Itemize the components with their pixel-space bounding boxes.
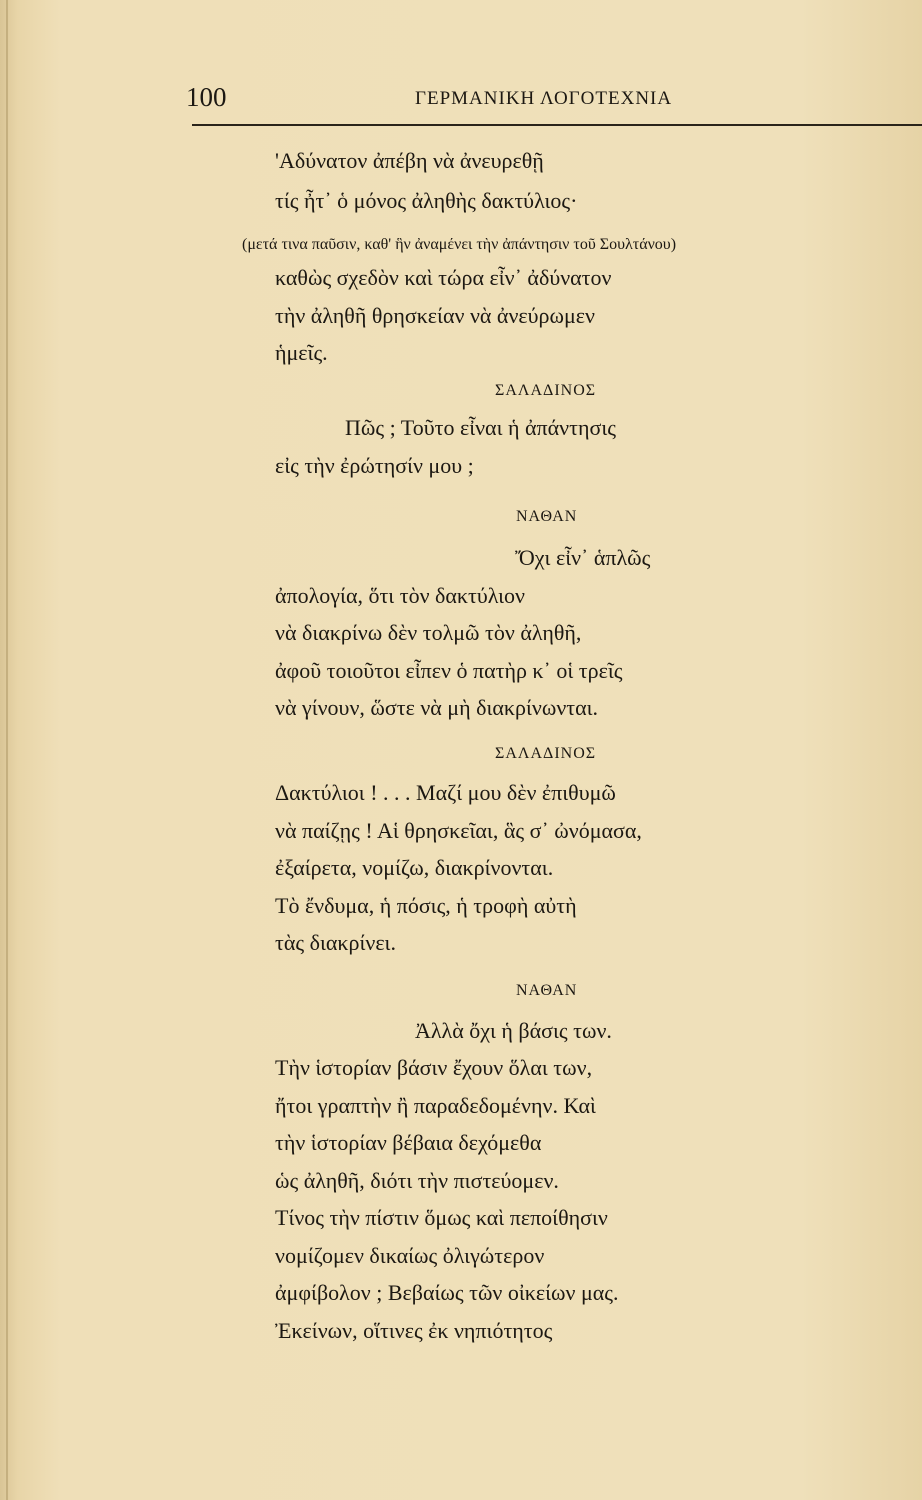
text-line: 'Αδύνατον ἀπέβη νὰ ἀνευρεθῇ (275, 148, 544, 173)
running-title: ΓΕΡΜΑΝΙΚΗ ΛΟΓΟΤΕΧΝΙΑ (415, 88, 673, 109)
text-line: ἤτοι γραπτὴν ἢ παραδεδομένην. Καὶ (275, 1093, 596, 1118)
text-line: Ἐκείνων, οἵτινες ἐκ νηπιότητος (275, 1318, 553, 1343)
text-line: Τίνος τὴν πίστιν ὅμως καὶ πεποίθησιν (275, 1205, 608, 1230)
text-line: εἰς τὴν ἐρώτησίν μου ; (275, 453, 474, 478)
text-line: ὡς ἀληθῆ, διότι τὴν πιστεύομεν. (275, 1168, 559, 1193)
text-line: ἡμεῖς. (275, 340, 328, 365)
text-line: ἐξαίρετα, νομίζω, διακρίνονται. (275, 855, 554, 880)
speaker-name: ΝΑΘΑΝ (516, 982, 578, 999)
text-line: νομίζομεν δικαίως ὀλιγώτερον (275, 1243, 545, 1268)
speaker-name: ΣΑΛΑΔΙΝΟΣ (495, 382, 597, 399)
page-header (0, 82, 922, 122)
speaker-name: ΝΑΘΑΝ (516, 508, 578, 525)
text-line: τὴν ἱστορίαν βέβαια δεχόμεθα (275, 1130, 542, 1155)
stage-direction: (μετά τινα παῦσιν, καθ' ἣν ἀναμένει τὴν ἀπάντησιν τοῦ Σουλτάνου) (242, 236, 677, 253)
text-line: τὰς διακρίνει. (275, 930, 396, 955)
text-line: νὰ γίνουν, ὥστε νὰ μὴ διακρίνωνται. (275, 695, 599, 720)
text-line: νὰ παίζῃς ! Αἱ θρησκεῖαι, ἃς σ᾽ ὠνόμασα, (275, 818, 642, 843)
text-line: νὰ διακρίνω δὲν τολμῶ τὸν ἀληθῆ, (275, 620, 582, 645)
text-line: Ὄχι εἶν᾽ ἁπλῶς (515, 545, 651, 570)
gutter-shadow (6, 0, 8, 1500)
page-number: 100 (186, 82, 227, 112)
speaker-name: ΣΑΛΑΔΙΝΟΣ (495, 745, 597, 762)
text-line: Ἀλλὰ ὄχι ἡ βάσις των. (415, 1018, 612, 1043)
text-line: τίς ἦτ᾽ ὁ μόνος ἀληθὴς δακτύλιος· (275, 188, 578, 213)
text-line: ἀπολογία, ὅτι τὸν δακτύλιον (275, 583, 525, 608)
header-rule (192, 124, 922, 126)
text-line: ἀφοῦ τοιοῦτοι εἶπεν ὁ πατὴρ κ᾽ οἱ τρεῖς (275, 658, 623, 683)
text-line: Τὴν ἱστορίαν βάσιν ἔχουν ὅλαι των, (275, 1055, 593, 1080)
text-line: καθὼς σχεδὸν καὶ τώρα εἶν᾽ ἀδύνατον (275, 265, 612, 290)
text-line: ἀμφίβολον ; Βεβαίως τῶν οἰκείων μας. (275, 1280, 619, 1305)
text-line: τὴν ἀληθῆ θρησκείαν νὰ ἀνεύρωμεν (275, 303, 595, 328)
text-line: Τὸ ἔνδυμα, ἡ πόσις, ἡ τροφὴ αὐτὴ (275, 893, 577, 918)
text-line: Πῶς ; Τοῦτο εἶναι ἡ ἀπάντησις (345, 415, 616, 440)
text-line: Δακτύλιοι ! . . . Μαζί μου δὲν ἐπιθυμῶ (275, 780, 616, 805)
